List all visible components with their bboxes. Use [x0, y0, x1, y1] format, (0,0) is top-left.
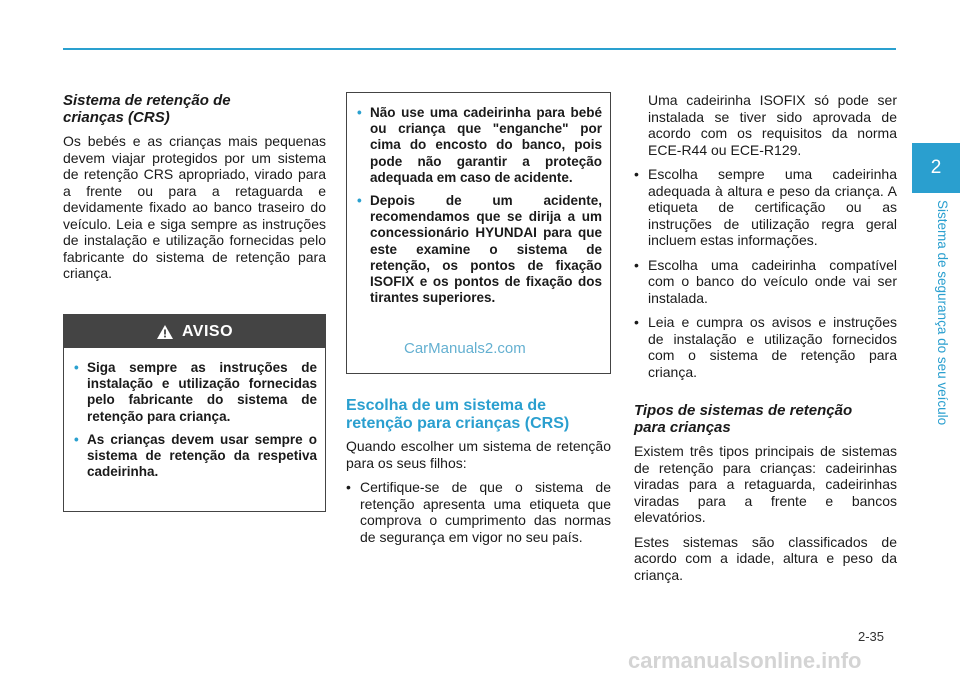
- column-2-body: [346, 438, 611, 553]
- chapter-tab: 2: [912, 143, 960, 193]
- warning-item: • Siga sempre as instruções de instalação e utilização fornecidas pelo fabricante do sistema de retenção para criança.: [74, 360, 317, 425]
- section-heading-choice: Escolha de um sistema de retenção para crianças (CRS): [346, 397, 570, 432]
- warning-box-continued: [346, 92, 611, 374]
- warning-triangle-icon: [156, 324, 174, 340]
- column-1: [63, 92, 326, 290]
- choice-bullet: • Certifique-se de que o sistema de retenção apresenta uma etiqueta que comprova o cumprimento das normas de segurança em vigor no seu país.: [346, 479, 611, 545]
- chapter-title: Sistema de segurança do seu veículo: [935, 200, 950, 426]
- top-rule: [63, 48, 896, 50]
- watermark: CarManuals2.com: [404, 340, 526, 357]
- crs-intro-paragraph: Os bebés e as crianças mais pequenas devem viajar protegidos por um sistema de retenção CRS apropriado, virado para a frente ou para a retaguarda e devidamente fixado ao banco traseiro do veículo. Leia e siga sempre as instruções de instalação e utilização fornecidas pelo fabricante do sistema de retenção para criança.: [63, 133, 326, 281]
- warning-box: [63, 314, 326, 512]
- page-number: 2-35: [858, 629, 885, 644]
- choice-bullet: • Escolha sempre uma cadeirinha adequada à altura e peso da criança. A etiqueta de certificação ou as instruções de utilização regra geral incluem estas informações.: [634, 166, 897, 249]
- section-heading-types: Tipos de sistemas de retenção para crianças: [634, 402, 853, 436]
- isofix-continuation: Uma cadeirinha ISOFIX só pode ser instalada se tiver sido aprovada de acordo com os requisitos da norma ECE-R44 ou ECE-R129.: [648, 92, 897, 158]
- warning-title: AVISO: [181, 322, 234, 340]
- choice-bullet: • Escolha uma cadeirinha compatível com o banco do veículo onde vai ser instalada.: [634, 257, 897, 307]
- warning-header: [64, 315, 325, 348]
- warning-item: • Depois de um acidente, recomendamos que se dirija a um concessionário HYUNDAI para que este examine o sistema de retenção, os pontos de fixação ISOFIX e os pontos de fixação dos tirantes superiores.: [357, 193, 602, 306]
- footer-watermark: carmanualsonline.info: [628, 648, 862, 673]
- choice-bullet: • Leia e cumpra os avisos e instruções de instalação e utilização fornecidos com o sistema de retenção para criança.: [634, 314, 897, 380]
- warning-item: • As crianças devem usar sempre o sistema de retenção da respetiva cadeirinha.: [74, 432, 317, 481]
- types-paragraph: Existem três tipos principais de sistemas de retenção para crianças: cadeirinhas viradas para a retaguarda, cadeirinhas viradas para a frente e bancos elevatórios.: [634, 443, 897, 525]
- column-3: [634, 92, 897, 591]
- section-heading-crs: Sistema de retenção de crianças (CRS): [63, 92, 231, 126]
- warning-item: • Não use uma cadeirinha para bebé ou criança que "enganche" por cima do encosto do banco, pois pode não garantir a proteção adequada em caso de acidente.: [357, 105, 602, 186]
- choice-intro: Quando escolher um sistema de retenção para os seus filhos:: [346, 438, 611, 471]
- classification-paragraph: Estes sistemas são classificados de acordo com a idade, altura e peso da criança.: [634, 533, 897, 583]
